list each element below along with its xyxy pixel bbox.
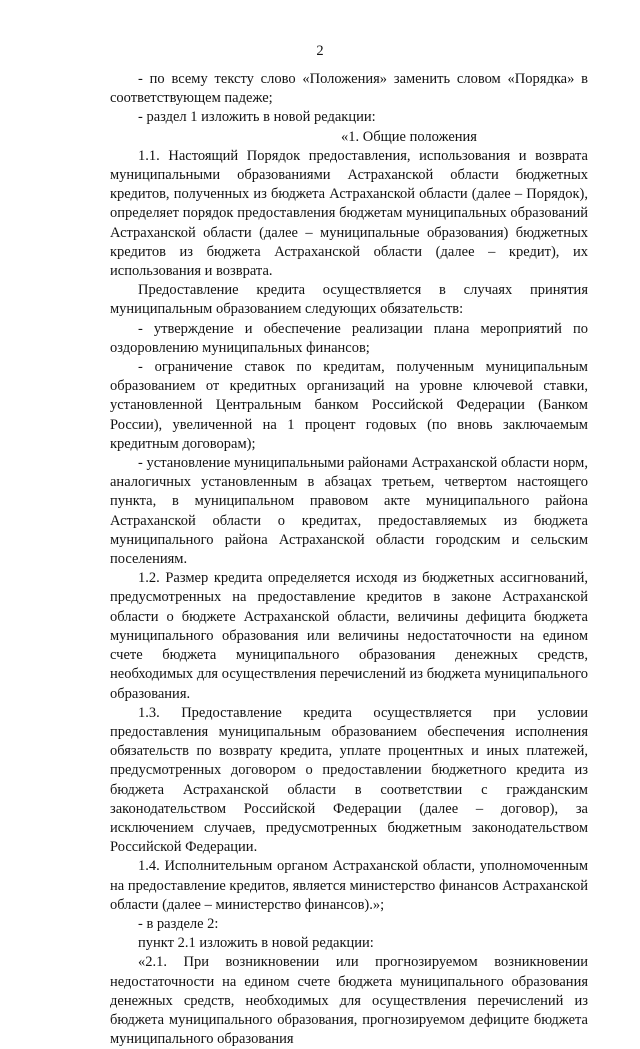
paragraph-section2: - в разделе 2:: [138, 915, 219, 932]
document-body: [110, 70, 588, 1049]
paragraph-1-1: 1.1. Настоящий Порядок предоставления, использования и возврата муниципальными образованиями Астраханской области бюджетных кредитов, полученных из бюджета Астраханской области (далее – Порядок), определяет порядок предоставления бюджетам муниципальных образований Астраханской области (далее – муниципальные образования) бюджетных кредитов из бюджета Астраханской области (далее – кредит), их использования и возврата.: [110, 147, 588, 280]
paragraph-obligations-intro: Предоставление кредита осуществляется в случаях принятия муниципальным образованием следующих обязательств:: [110, 282, 588, 318]
page-number: 2: [316, 43, 324, 59]
paragraph-obligation-norms: - установление муниципальными районами Астраханской области норм, аналогичных установленным в абзацах третьем, четвертом настоящего пункта, в муниципальном правовом акте муниципального района Астраханской области о кредитах, предоставляемых из бюджета муниципального района Астраханской области городским и сельским поселениям.: [110, 455, 588, 568]
paragraph-obligation-plan: - утверждение и обеспечение реализации плана мероприятий по оздоровлению муниципальных финансов;: [110, 320, 588, 356]
paragraph-obligation-rates: - ограничение ставок по кредитам, полученным муниципальным образованием от кредитных организаций на уровне ключевой ставки, установленной Центральным банком Российской Федерации (Банком России), увеличенной на 1 процент годовых (по вновь заключаемым кредитным договорам);: [110, 359, 588, 452]
paragraph-point-2-1-intro: пункт 2.1 изложить в новой редакции:: [138, 935, 374, 952]
paragraph-1-4: 1.4. Исполнительным органом Астраханской области, уполномоченным на предоставление кредитов, является министерство финансов Астраханской области (далее – министерство финансов).»;: [110, 858, 588, 913]
paragraph-section1-intro: - раздел 1 изложить в новой редакции:: [138, 109, 376, 126]
paragraph-1-3: 1.3. Предоставление кредита осуществляется при условии предоставления муниципальным образованием обеспечения исполнения обязательств по возврату кредита, уплате процентных и иных платежей, предусмотренных договором о предоставлении бюджетного кредита из бюджета Астраханской области в соответствии с гражданским законодательством Российской Федерации (далее – договор), за исключением случаев, предусмотренных бюджетным законодательством Российской Федерации.: [110, 704, 588, 856]
paragraph-replace-word: - по всему тексту слово «Положения» заменить словом «Порядка» в соответствующем падеже;: [110, 71, 588, 107]
section-heading: «1. Общие положения: [341, 128, 477, 145]
paragraph-2-1: «2.1. При возникновении или прогнозируемом возникновении недостаточности на едином счете бюджета муниципального образования денежных средств, необходимых для осуществления перечислений из бюджета муниципального образования, прогнозируемом дефиците бюджета муниципального образования: [110, 954, 588, 1048]
paragraph-1-2: 1.2. Размер кредита определяется исходя из бюджетных ассигнований, предусмотренных на предоставление кредитов в законе Астраханской области о бюджете Астраханской области, величины дефицита бюджета муниципального образования или величины недостаточности на едином счете бюджета муниципального образования денежных средств, необходимых для осуществления перечислений из бюджета муниципального образования.: [110, 570, 588, 702]
